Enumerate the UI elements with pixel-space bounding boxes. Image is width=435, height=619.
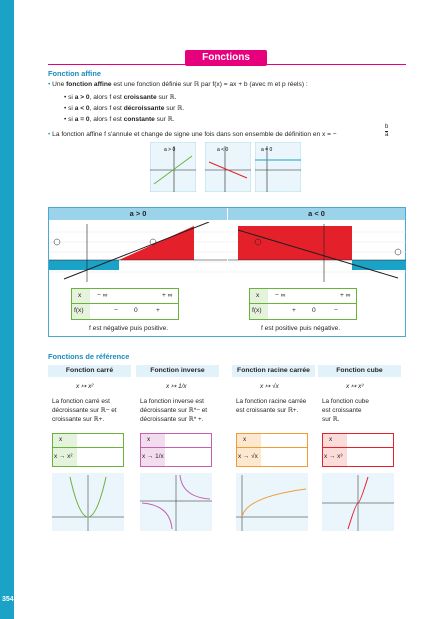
ref-formula-cube: x ↦ x³ — [346, 383, 364, 390]
ref-desc-carre-1: La fonction carré est — [52, 398, 110, 405]
ref-graph-carre — [52, 473, 124, 531]
title-rule — [48, 64, 406, 65]
page-number: 354 — [2, 596, 14, 603]
ref-desc-racine-2: est croissante sur ℝ+. — [236, 407, 299, 414]
affine-sign-text: • La fonction affine f s'annule et change de signe une fois dans son ensemble de définition en x = − — [48, 131, 337, 138]
mini-label-2: a < 0 — [217, 147, 229, 153]
vt-left-f: f(x) — [74, 307, 84, 314]
ref-heading: Fonctions de référence — [48, 352, 130, 361]
ref-desc-inverse-1: La fonction inverse est — [140, 398, 204, 405]
ref-title-inverse: Fonction inverse — [136, 365, 219, 377]
vt-left-plus: + — [156, 307, 160, 314]
ref-var-cube — [322, 433, 394, 467]
vt-right-plus: + — [292, 307, 296, 314]
ref-formula-carre: x ↦ x² — [76, 383, 94, 390]
ref-graph-cube — [322, 473, 394, 531]
caption-left: f est négative puis positive. — [89, 325, 169, 332]
affine-case-3: • si a = 0, alors f est constante sur ℝ. — [64, 116, 175, 123]
ref-desc-carre-3: croissante sur ℝ+. — [52, 416, 105, 423]
affine-heading: Fonction affine — [48, 69, 101, 78]
page-title: Fonctions — [185, 50, 267, 66]
variation-table-right — [249, 288, 357, 320]
vt-left-pinf: + ∞ — [162, 292, 173, 299]
ref-title-racine: Fonction racine carrée — [232, 365, 315, 377]
ref-desc-racine-1: La fonction racine carrée — [236, 398, 307, 405]
vt-left-zero: 0 — [134, 307, 138, 314]
vt-right-f: f(x) — [252, 307, 262, 314]
ref-var-racine-x: x — [243, 436, 247, 443]
ref-var-carre-f: x → x² — [54, 453, 73, 460]
vt-right-x: x — [256, 292, 260, 299]
ref-var-carre-x: x — [59, 436, 63, 443]
ref-col-racine — [232, 365, 315, 535]
left-margin-bar — [0, 0, 14, 619]
ref-formula-inverse: x ↦ 1/x — [166, 383, 187, 390]
mini-graph-a-positive — [150, 142, 196, 192]
mini-label-3: a = 0 — [261, 147, 273, 153]
ref-var-inverse-f: x → 1/x — [142, 453, 164, 460]
vt-left-minf: − ∞ — [97, 292, 108, 299]
mini-graph-a-zero — [255, 142, 301, 192]
ref-desc-inverse-3: décroissante sur ℝ* +. — [140, 416, 204, 423]
ref-graph-inverse — [140, 473, 212, 531]
ref-formula-racine: x ↦ √x — [260, 383, 279, 390]
variation-table-left — [71, 288, 179, 320]
affine-intro: • Une fonction affine est une fonction définie sur ℝ par f(x) = ax + b (avec m et p réels) : — [48, 81, 308, 88]
ref-desc-inverse-2: décroissante sur ℝ*− et — [140, 407, 208, 414]
mini-label-1: a > 0 — [164, 147, 176, 153]
affine-case-1: • si a > 0, alors f est croissante sur ℝ. — [64, 94, 177, 101]
panel-head-a-negative: a < 0 — [228, 208, 405, 220]
ref-col-cube — [318, 365, 401, 535]
vt-right-minus: − — [334, 307, 338, 314]
sign-graph-right — [228, 222, 406, 284]
affine-fraction: b a — [385, 124, 389, 138]
ref-var-inverse-x: x — [147, 436, 151, 443]
caption-right: f est positive puis négative. — [261, 325, 341, 332]
sign-panel — [48, 207, 406, 337]
sign-graph-left — [49, 222, 227, 284]
vt-left-x: x — [78, 292, 82, 299]
ref-var-carre — [52, 433, 124, 467]
ref-var-cube-x: x — [329, 436, 333, 443]
ref-var-racine-f: x → √x — [238, 453, 258, 460]
vt-left-minus: − — [114, 307, 118, 314]
ref-var-cube-f: x → x³ — [324, 453, 343, 460]
ref-var-racine — [236, 433, 308, 467]
ref-desc-cube-1: La fonction cube — [322, 398, 369, 405]
vt-right-pinf: + ∞ — [340, 292, 351, 299]
ref-var-inverse — [140, 433, 212, 467]
ref-graph-racine — [236, 473, 308, 531]
vt-right-zero: 0 — [312, 307, 316, 314]
ref-title-carre: Fonction carré — [48, 365, 131, 377]
ref-title-cube: Fonction cube — [318, 365, 401, 377]
panel-head-a-positive: a > 0 — [49, 208, 227, 220]
mini-graph-a-negative — [205, 142, 251, 192]
ref-desc-cube-3: sur ℝ. — [322, 416, 340, 423]
ref-col-carre — [48, 365, 131, 535]
affine-case-2: • si a < 0, alors f est décroissante sur ℝ. — [64, 105, 185, 112]
ref-col-inverse — [136, 365, 219, 535]
ref-desc-cube-2: est croissante — [322, 407, 362, 414]
vt-right-minf: − ∞ — [275, 292, 286, 299]
ref-desc-carre-2: décroissante sur ℝ− et — [52, 407, 117, 414]
